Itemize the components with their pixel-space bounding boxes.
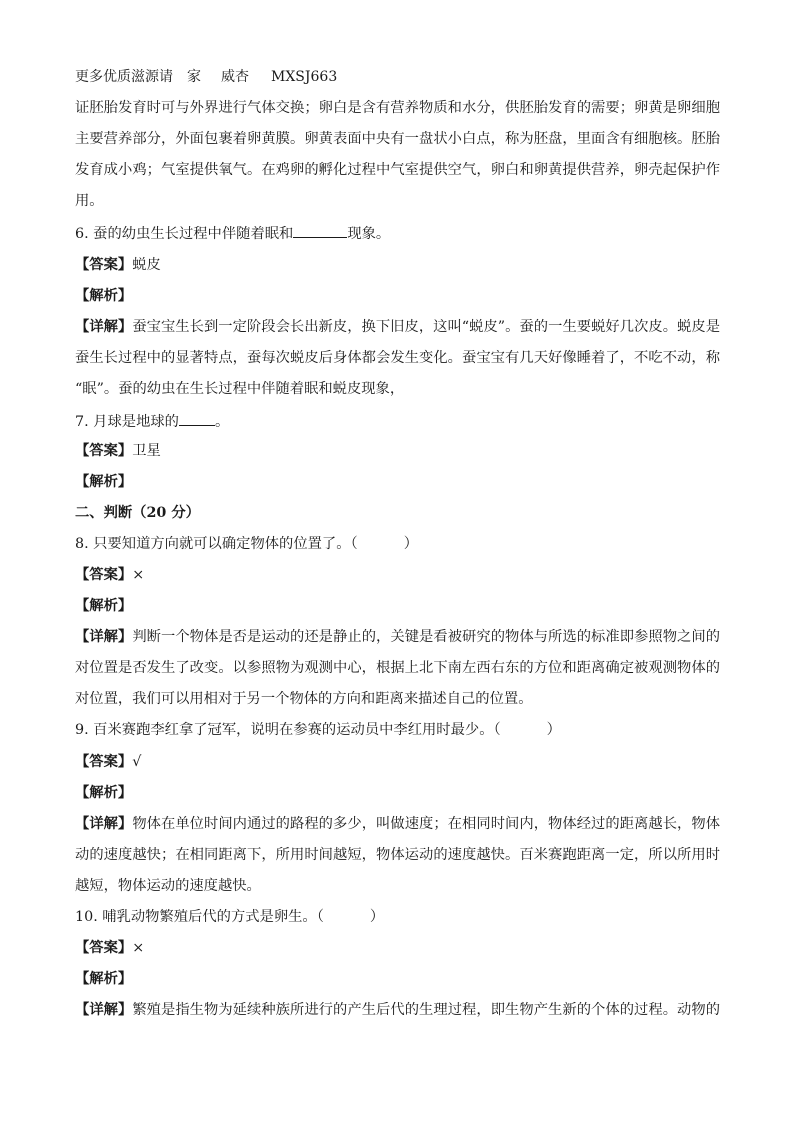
- header-note: [75, 67, 337, 87]
- question-9-analysis-tag: 【解析】: [75, 785, 133, 801]
- question-8-detail-line-2: 对位置是否发生了改变。以参照物为观测中心，根据上北下南左西右东的方位和距离确定被观测物体的: [75, 660, 720, 676]
- question-6-detail-line-3: “眠”。蚕的幼虫在生长过程中伴随着眠和蜕皮现象，: [75, 381, 405, 397]
- intro-line-4: 用。: [75, 193, 104, 209]
- question-6-text-end: 现象。: [347, 226, 391, 242]
- question-8-text-end: ）: [403, 536, 418, 552]
- intro-line-3: 发育成小鸡；气室提供氧气。在鸡卵的孵化过程中气室提供空气，卵白和卵黄提供营养，卵壳起保护作: [75, 162, 720, 178]
- question-9-text-end: ）: [546, 722, 561, 738]
- question-6-detail-text-1: 蚕宝宝生长到一定阶段会长出新皮，换下旧皮，这叫“蜕皮”。蚕的一生要蜕好几次皮。蜕皮是: [132, 319, 720, 335]
- detail-tag: 【详解】: [75, 816, 133, 832]
- question-10-text-end: ）: [369, 909, 385, 925]
- question-6-answer-value: 蜕皮: [132, 257, 161, 273]
- answer-tag: 【答案】: [75, 443, 133, 459]
- question-7-blank: [179, 410, 215, 426]
- question-8-detail-text-1: 判断一个物体是否是运动的还是静止的，关键是看被研究的物体与所选的标准即参照物之间的: [132, 629, 720, 645]
- intro-line-1: 证胚胎发育时可与外界进行气体交换；卵白是含有营养物质和水分，供胚胎发育的需要；卵黄是卵细胞: [75, 100, 720, 116]
- question-10-text: 10. 哺乳动物繁殖后代的方式是卵生。（: [75, 909, 324, 925]
- question-8-detail-line-3: 对位置，我们可以用相对于另一个物体的方向和距离来描述自己的位置。: [75, 691, 533, 707]
- question-10-answer-value: ×: [132, 940, 145, 956]
- question-10-analysis-tag: 【解析】: [75, 971, 133, 987]
- question-8-detail-line-1: [75, 627, 720, 647]
- question-6-blank: [293, 222, 347, 238]
- detail-tag: 【详解】: [75, 1002, 133, 1018]
- question-10-detail-text-1: 繁殖是指生物为延续种族所进行的产生后代的生理过程，即生物产生新的个体的过程。动物的: [132, 1002, 720, 1018]
- question-8-answer-value: ×: [132, 567, 145, 583]
- question-7-analysis-tag: 【解析】: [75, 474, 133, 490]
- question-7-text: 7. 月球是地球的: [75, 414, 179, 430]
- detail-tag: 【详解】: [75, 319, 133, 335]
- question-6: [75, 222, 390, 244]
- question-9-text: 9. 百米赛跑李红拿了冠军，说明在参赛的运动员中李红用时最少。（: [75, 722, 501, 738]
- question-9-answer: [75, 752, 141, 772]
- answer-tag: 【答案】: [75, 257, 133, 273]
- header-part-1: 更多优质滋源请: [75, 69, 173, 85]
- question-8-analysis-tag: 【解析】: [75, 598, 133, 614]
- section-2-title: 二、判断（20 分）: [75, 505, 200, 521]
- header-part-3: 威杏: [221, 69, 249, 85]
- question-9-detail-text-1: 物体在单位时间内通过的路程的多少，叫做速度；在相同时间内，物体经过的距离越长，物体: [132, 816, 720, 832]
- question-10-answer: [75, 938, 144, 958]
- header-part-4: MXSJ663: [271, 69, 338, 85]
- question-9-detail-line-1: [75, 814, 720, 834]
- question-9: [75, 720, 561, 740]
- answer-tag: 【答案】: [75, 754, 133, 770]
- question-6-analysis-tag: 【解析】: [75, 288, 133, 304]
- question-10-detail-line-1: [75, 1000, 720, 1020]
- question-7-text-end: 。: [214, 414, 230, 430]
- question-6-detail-line-1: [75, 317, 720, 337]
- answer-tag: 【答案】: [75, 567, 133, 583]
- question-10: [75, 907, 384, 927]
- header-part-2: 家: [187, 69, 201, 85]
- question-6-answer: [75, 255, 161, 275]
- question-6-detail-line-2: 蚕生长过程中的显著特点，蚕每次蜕皮后身体都会发生变化。蚕宝宝有几天好像睡着了，不吃不动，称: [75, 350, 720, 366]
- intro-line-2: 主要营养部分，外面包裹着卵黄膜。卵黄表面中央有一盘状小白点，称为胚盘，里面含有细胞核。胚胎: [75, 131, 720, 147]
- question-8: [75, 534, 418, 554]
- question-8-answer: [75, 565, 144, 585]
- question-7: [75, 410, 229, 432]
- question-8-text: 8. 只要知道方向就可以确定物体的位置了。（: [75, 536, 358, 552]
- question-9-detail-line-3: 越短，物体运动的速度越快。: [75, 878, 261, 894]
- detail-tag: 【详解】: [75, 629, 133, 645]
- question-9-answer-value: √: [132, 754, 142, 770]
- question-7-answer-value: 卫星: [132, 443, 161, 459]
- question-7-answer: [75, 441, 161, 461]
- question-9-detail-line-2: 动的速度越快；在相同距离下，所用时间越短，物体运动的速度越快。百米赛跑距离一定，所以所用时: [75, 847, 720, 863]
- answer-tag: 【答案】: [75, 940, 133, 956]
- question-6-text: 6. 蚕的幼虫生长过程中伴随着眠和: [75, 226, 294, 242]
